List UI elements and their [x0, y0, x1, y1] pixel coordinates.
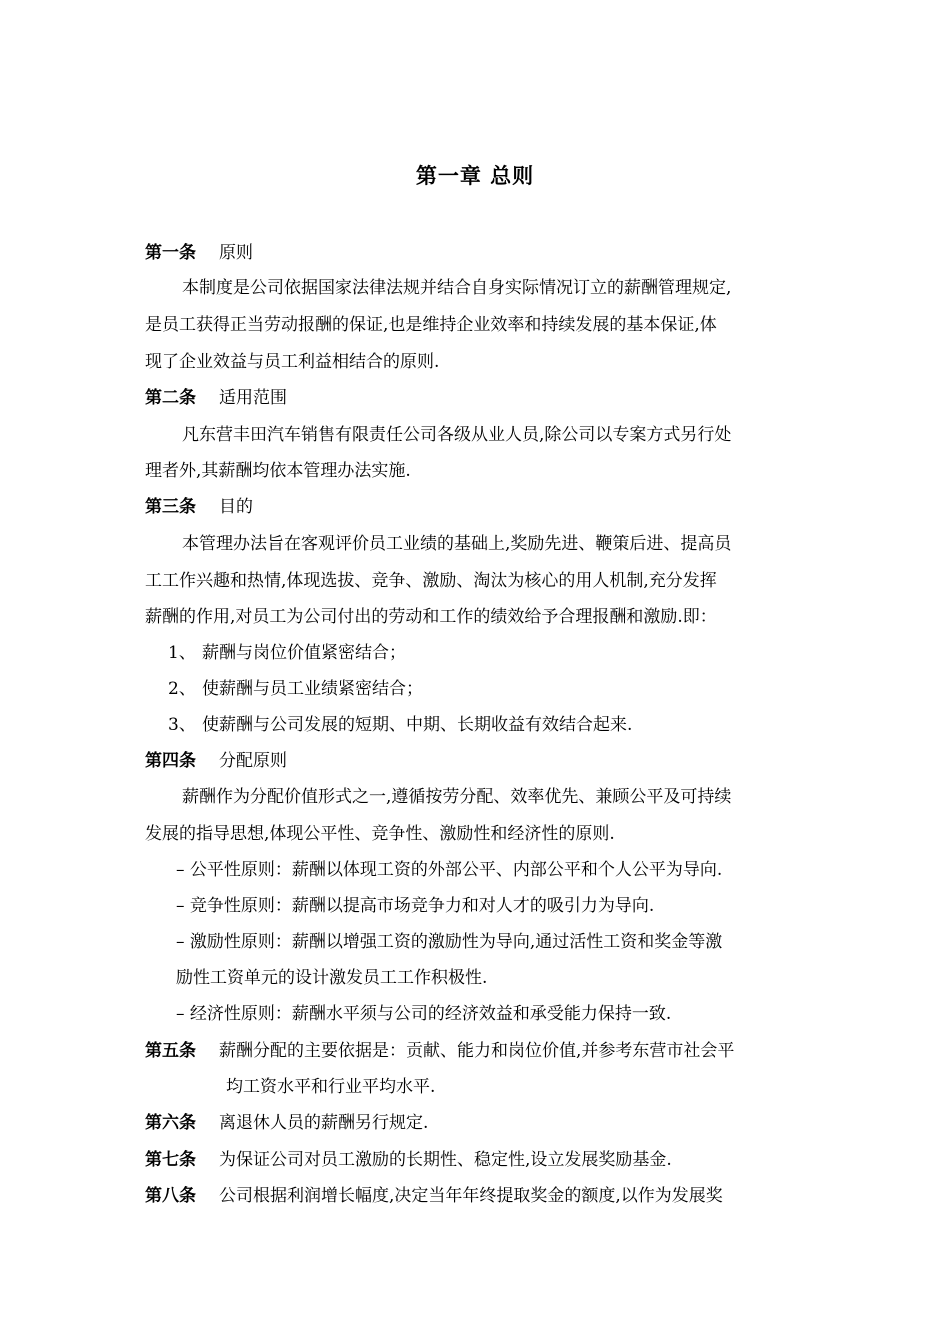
paragraph-line: 薪酬作为分配价值形式之一,遵循按劳分配、效率优先、兼顾公平及可持续 — [182, 787, 732, 807]
list-number: 1、 — [168, 643, 196, 663]
list-text: 使薪酬与员工业绩紧密结合； — [202, 679, 423, 699]
paragraph-line: 发展的指导思想,体现公平性、竞争性、激励性和经济性的原则. — [145, 824, 615, 844]
article-number: 第八条 — [145, 1186, 196, 1206]
principle-incentive-continued: 励性工资单元的设计激发员工工作积极性. — [176, 968, 488, 988]
article-2-heading — [145, 383, 287, 413]
paragraph-line: 凡东营丰田汽车销售有限责任公司各级从业人员,除公司以专案方式另行处 — [182, 425, 732, 445]
principle-incentive: – 激励性原则：薪酬以增强工资的激励性为导向,通过活性工资和奖金等激 — [176, 932, 723, 952]
list-item — [168, 710, 632, 740]
list-item — [168, 674, 423, 704]
paragraph-line: 工工作兴趣和热情,体现选拔、竞争、激励、淘汰为核心的用人机制,充分发挥 — [145, 571, 717, 591]
article-number: 第一条 — [145, 243, 196, 263]
principle-economy: – 经济性原则：薪酬水平须与公司的经济效益和承受能力保持一致. — [176, 1004, 672, 1024]
list-number: 2、 — [168, 679, 196, 699]
article-text: 离退休人员的薪酬另行规定. — [219, 1113, 429, 1133]
article-number: 第七条 — [145, 1150, 196, 1170]
article-1-heading — [145, 238, 253, 268]
list-text: 使薪酬与公司发展的短期、中期、长期收益有效结合起来. — [202, 715, 633, 735]
list-text: 薪酬与岗位价值紧密结合； — [202, 643, 406, 663]
article-5 — [145, 1036, 734, 1066]
principle-competitiveness: – 竞争性原则：薪酬以提高市场竞争力和对人才的吸引力为导向. — [176, 896, 655, 916]
paragraph-line: 是员工获得正当劳动报酬的保证,也是维持企业效率和持续发展的基本保证,体 — [145, 315, 717, 335]
list-item — [168, 638, 406, 668]
article-title: 适用范围 — [219, 388, 287, 408]
article-text: 公司根据利润增长幅度,决定当年年终提取奖金的额度,以作为发展奖 — [219, 1186, 723, 1206]
article-number: 第五条 — [145, 1041, 196, 1061]
article-3-heading — [145, 492, 253, 522]
article-6 — [145, 1108, 428, 1138]
article-5-continued: 均工资水平和行业平均水平. — [226, 1077, 436, 1097]
paragraph-line: 理者外,其薪酬均依本管理办法实施. — [145, 461, 411, 481]
article-number: 第三条 — [145, 497, 196, 517]
paragraph-line: 本管理办法旨在客观评价员工业绩的基础上,奖励先进、鞭策后进、提高员 — [182, 534, 732, 554]
article-number: 第六条 — [145, 1113, 196, 1133]
article-title: 分配原则 — [219, 751, 287, 771]
article-title: 目的 — [219, 497, 253, 517]
article-7 — [145, 1145, 672, 1175]
paragraph-line: 薪酬的作用,对员工为公司付出的劳动和工作的绩效给予合理报酬和激励.即： — [145, 607, 717, 627]
article-4-heading — [145, 746, 287, 776]
article-title: 原则 — [219, 243, 253, 263]
article-number: 第四条 — [145, 751, 196, 771]
list-number: 3、 — [168, 715, 196, 735]
principle-fairness: – 公平性原则：薪酬以体现工资的外部公平、内部公平和个人公平为导向. — [176, 860, 723, 880]
article-text: 薪酬分配的主要依据是：贡献、能力和岗位价值,并参考东营市社会平 — [219, 1041, 735, 1061]
paragraph-line: 本制度是公司依据国家法律法规并结合自身实际情况订立的薪酬管理规定, — [182, 278, 732, 298]
article-8 — [145, 1181, 723, 1211]
article-text: 为保证公司对员工激励的长期性、稳定性,设立发展奖励基金. — [219, 1150, 672, 1170]
article-number: 第二条 — [145, 388, 196, 408]
chapter-title: 第一章 总则 — [415, 163, 535, 188]
paragraph-line: 现了企业效益与员工利益相结合的原则. — [145, 352, 440, 372]
